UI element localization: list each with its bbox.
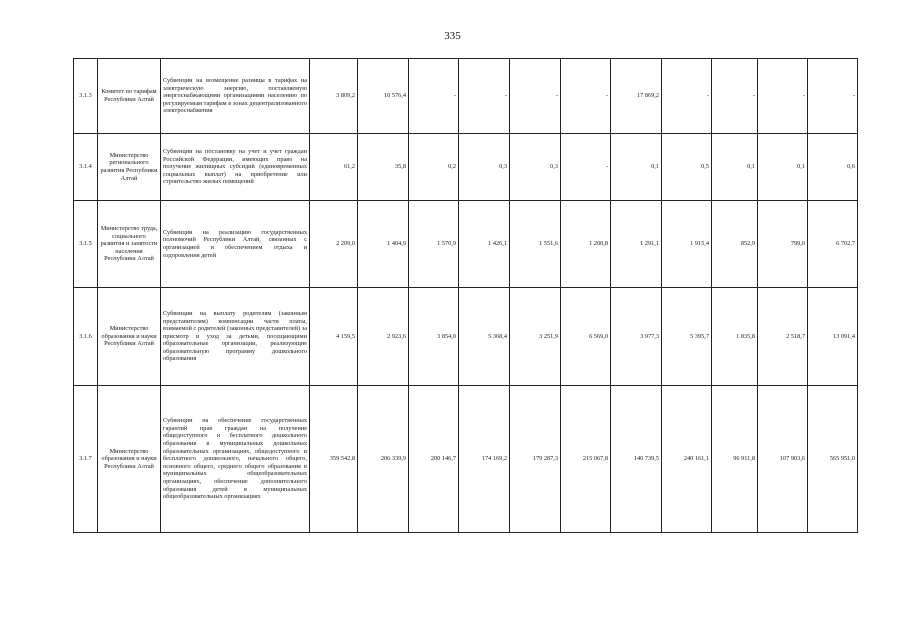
- amount-cell: 17 869,2: [611, 59, 662, 134]
- amount-cell: 0,1: [712, 134, 758, 201]
- subvention-description: Субвенции на постановку на учет и учет граждан Российской Федерации, имеющих право на получение жилищных субсидий (единовременных социальных выплат) на приобретение или строительство жилых помещений: [161, 134, 310, 201]
- subvention-description: Субвенции на возмещение разницы в тарифах на электрическую энергию, поставляемую энергоснабжающими организациями населению по регулируемым тарифам в зонах децентрализованного электроснабжения: [161, 59, 310, 134]
- amount-cell: 10 576,4: [358, 59, 409, 134]
- amount-cell: 1 570,9: [409, 201, 459, 288]
- amount-cell: 107 903,6: [758, 386, 808, 533]
- row-code: 3.1.4: [74, 134, 98, 201]
- amount-cell: 2 518,7: [758, 288, 808, 386]
- table-row: [74, 134, 858, 201]
- budget-table: [73, 58, 858, 533]
- amount-cell: 1 551,6: [510, 201, 561, 288]
- row-code: 3.1.3: [74, 59, 98, 134]
- amount-cell: 565 951,0: [808, 386, 858, 533]
- amount-cell: 13 091,4: [808, 288, 858, 386]
- amount-cell: -: [662, 59, 712, 134]
- amount-cell: -: [561, 59, 611, 134]
- amount-cell: 6 702,7: [808, 201, 858, 288]
- amount-cell: -: [510, 59, 561, 134]
- amount-cell: 206 339,9: [358, 386, 409, 533]
- subvention-description: Субвенции на выплату родителям (законным представителям) компенсации части платы, взимаемой с родителей (законных представителей) за присмотр и уход за детьми, посещающими образовательные организации, реализующие образовательную программу дошкольного образования: [161, 288, 310, 386]
- responsible-agency: Комитет по тарифам Республики Алтай: [98, 59, 161, 134]
- amount-cell: 240 161,1: [662, 386, 712, 533]
- amount-cell: 6 569,0: [561, 288, 611, 386]
- amount-cell: 1 915,4: [662, 201, 712, 288]
- subvention-description: Субвенции на реализацию государственных полномочий Республики Алтай, связанных с организацией и обеспечением отдыха и оздоровления детей: [161, 201, 310, 288]
- amount-cell: -: [409, 59, 459, 134]
- amount-cell: 215 067,8: [561, 386, 611, 533]
- amount-cell: 799,0: [758, 201, 808, 288]
- amount-cell: 2 209,0: [310, 201, 358, 288]
- amount-cell: 359 542,8: [310, 386, 358, 533]
- amount-cell: 140 739,5: [611, 386, 662, 533]
- amount-cell: -: [561, 134, 611, 201]
- amount-cell: -: [758, 59, 808, 134]
- page-number: 335: [444, 30, 461, 42]
- responsible-agency: Министерство регионального развития Республики Алтай: [98, 134, 161, 201]
- amount-cell: 61,2: [310, 134, 358, 201]
- amount-cell: 1 835,8: [712, 288, 758, 386]
- amount-cell: -: [459, 59, 510, 134]
- amount-cell: -: [808, 59, 858, 134]
- amount-cell: 1 291,1: [611, 201, 662, 288]
- responsible-agency: Министерство образования и науки Республики Алтай: [98, 288, 161, 386]
- amount-cell: 0,3: [459, 134, 510, 201]
- amount-cell: 174 169,2: [459, 386, 510, 533]
- amount-cell: 1 404,9: [358, 201, 409, 288]
- amount-cell: 35,8: [358, 134, 409, 201]
- subvention-description: Субвенции на обеспечение государственных гарантий прав граждан на получение общедоступного и бесплатного дошкольного образования в муниципальных дошкольных образовательных организациях, общедоступного и бесплатного дошкольного, начального общего, основного общего, среднего общего образования в муниципальных общеобразовательных организациях, обеспечение дополнительного образования детей в муниципальных общеобразовательных организациях: [161, 386, 310, 533]
- amount-cell: 1 426,1: [459, 201, 510, 288]
- amount-cell: 0,2: [409, 134, 459, 201]
- amount-cell: 0,1: [758, 134, 808, 201]
- responsible-agency: Министерство труда, социального развития и занятости населения Республики Алтай: [98, 201, 161, 288]
- amount-cell: 3 854,0: [409, 288, 459, 386]
- table-row: [74, 386, 858, 533]
- amount-cell: 0,6: [808, 134, 858, 201]
- amount-cell: 3 251,9: [510, 288, 561, 386]
- amount-cell: 3 809,2: [310, 59, 358, 134]
- amount-cell: 5 395,7: [662, 288, 712, 386]
- amount-cell: 179 287,3: [510, 386, 561, 533]
- responsible-agency: Министерство образования и науки Республики Алтай: [98, 386, 161, 533]
- amount-cell: 2 923,6: [358, 288, 409, 386]
- amount-cell: 1 200,8: [561, 201, 611, 288]
- amount-cell: 200 146,7: [409, 386, 459, 533]
- table-row: [74, 59, 858, 134]
- amount-cell: -: [712, 59, 758, 134]
- row-code: 3.1.7: [74, 386, 98, 533]
- row-code: 3.1.6: [74, 288, 98, 386]
- table-row: [74, 288, 858, 386]
- table-body: [74, 59, 858, 533]
- amount-cell: 0,5: [662, 134, 712, 201]
- amount-cell: 4 159,5: [310, 288, 358, 386]
- row-code: 3.1.5: [74, 201, 98, 288]
- amount-cell: 852,9: [712, 201, 758, 288]
- amount-cell: 96 911,8: [712, 386, 758, 533]
- amount-cell: 0,3: [510, 134, 561, 201]
- amount-cell: 0,1: [611, 134, 662, 201]
- amount-cell: 3 977,3: [611, 288, 662, 386]
- amount-cell: 5 368,4: [459, 288, 510, 386]
- table-row: [74, 201, 858, 288]
